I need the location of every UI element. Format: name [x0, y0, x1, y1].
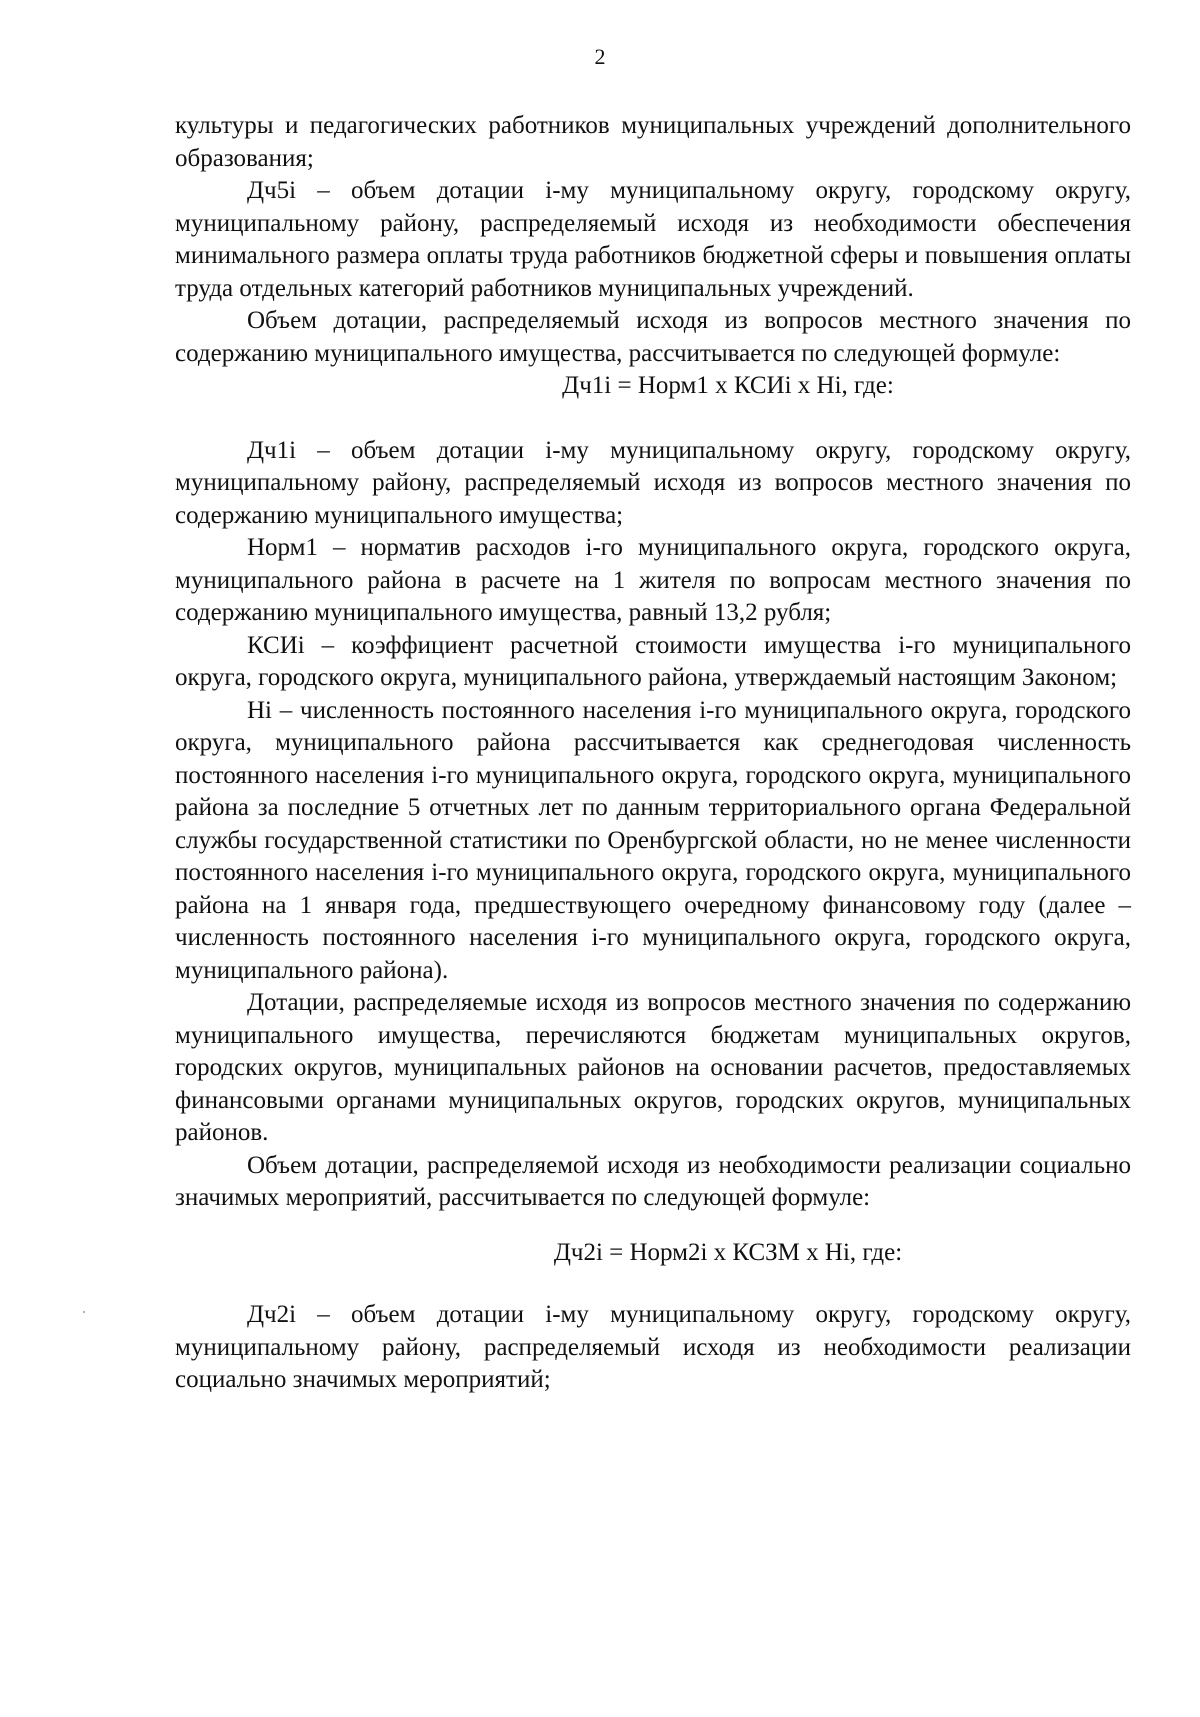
paragraph-dch5i-definition: Дч5i – объем дотации i-му муниципальному округу, городскому округу, муниципальному району, распределяемый исходя из необходимости обеспечения минимального размера оплаты труда работников бюджетной сферы и повышения оплаты труда отдельных категорий работников муниципальных учреждений.	[175, 177, 1131, 302]
paragraph-dch2i-definition: Дч2i – объем дотации i-му муниципальному округу, городскому округу, муниципальному району, распределяемый исходя из необходимости реализации социально значимых мероприятий;	[175, 1301, 1131, 1393]
paragraph-continuation: культуры и педагогических работников муниципальных учреждений дополнительного образования;	[175, 112, 1131, 172]
paragraph-subsidy-transfer: Дотации, распределяемые исходя из вопросов местного значения по содержанию муниципального имущества, перечисляются бюджетам муниципальных округов, городских округов, муниципальных районов на основании расчетов, предоставляемых финансовыми органами муниципальных округов, городских округов, муниципальных районов.	[175, 989, 1131, 1146]
document-body	[175, 110, 1131, 1397]
paragraph-social-subsidy-intro: Объем дотации, распределяемой исходя из необходимости реализации социально значимых мероприятий, рассчитывается по следующей формуле:	[175, 1151, 1131, 1211]
paragraph-ksii-definition: КСИi – коэффициент расчетной стоимости имущества i-го муниципального округа, городского округа, муниципального района, утверждаемый настоящим Законом;	[175, 631, 1131, 691]
paragraph-property-subsidy-intro: Объем дотации, распределяемый исходя из вопросов местного значения по содержанию муниципального имущества, рассчитывается по следующей формуле:	[175, 307, 1131, 367]
scan-speck	[83, 1311, 85, 1313]
formula-dch1i: Дч1i = Норм1 x КСИi x Hi, где:	[562, 372, 894, 399]
page-number: 2	[594, 44, 606, 69]
paragraph-norm1-definition: Норм1 – норматив расходов i-го муниципального округа, городского округа, муниципального района в расчете на 1 жителя по вопросам местного значения по содержанию муниципального имущества, равный 13,2 рубля;	[175, 534, 1131, 626]
paragraph-hi-definition: Hi – численность постоянного населения i-го муниципального округа, городского округа, муниципального района рассчитывается как среднегодовая численность постоянного населения i-го муниципального округа, городского округа, муниципального района за последние 5 отчетных лет по данным территориального органа Федеральной службы государственной статистики по Оренбургской области, но не менее численности постоянного населения i-го муниципального округа, городского округа, муниципального района на 1 января года, предшествующего очередному финансовому году (далее – численность постоянного населения i-го муниципального округа, городского округа, муниципального района).	[175, 696, 1131, 984]
formula-dch2i: Дч2i = Норм2i x КСЗМ x Hi, где:	[553, 1238, 903, 1266]
paragraph-dch1i-definition: Дч1i – объем дотации i-му муниципальному округу, городскому округу, муниципальному району, распределяемый исходя из вопросов местного значения по содержанию муниципального имущества;	[175, 436, 1131, 529]
